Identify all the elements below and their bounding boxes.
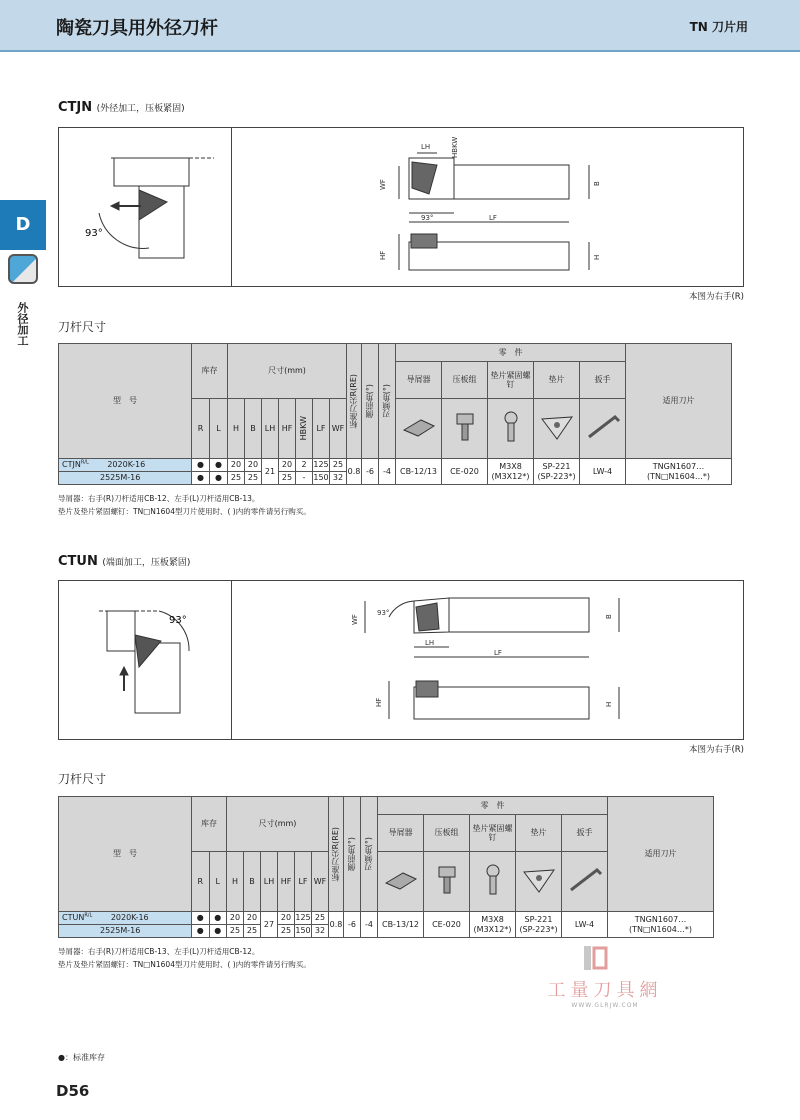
page-number: D56	[56, 1082, 90, 1100]
dim-hbkw: HBKW	[451, 136, 459, 158]
value-re: 0.8	[329, 912, 344, 938]
stock-l: ●	[209, 925, 227, 938]
value-h: 25	[228, 472, 245, 485]
shim-icon	[516, 852, 562, 912]
clamp-icon	[424, 852, 470, 912]
value-hf: 25	[278, 925, 295, 938]
ctun-notes	[58, 945, 311, 971]
header-r: R	[192, 399, 210, 459]
ctun-code: CTUN	[58, 554, 98, 569]
value-screw: M3X8 (M3X12*)	[488, 459, 534, 485]
header-size: 尺寸(mm)	[228, 344, 347, 399]
dim-b: B	[593, 181, 601, 186]
stock-r: ●	[192, 459, 210, 472]
value-lf: 125	[295, 912, 312, 925]
ctjn-spec-table	[58, 343, 732, 485]
header-model: 型 号	[59, 344, 192, 459]
dim-angle-small: 93°	[421, 214, 434, 222]
header-wrench: 扳手	[562, 815, 608, 852]
page-title: 陶瓷刀具用外径刀杆	[56, 18, 218, 39]
stock-legend: ●：标准库存	[58, 1053, 105, 1062]
stock-l: ●	[210, 459, 228, 472]
ctun-drawing	[59, 581, 745, 741]
header-stock: 库存	[192, 344, 228, 399]
value-b: 20	[245, 459, 262, 472]
header-insert: 适用刀片	[626, 344, 732, 459]
value-lf: 150	[313, 472, 330, 485]
value-insert: TNGN1607… (TN□N1604…*)	[608, 912, 714, 938]
sidebar-vertical-label: 外径加工	[16, 302, 29, 346]
value-h: 20	[228, 459, 245, 472]
value-guide: CB-13/12	[378, 912, 424, 938]
model-cell: 2525M-16	[59, 925, 192, 938]
header-dim-lh: LH	[261, 852, 278, 912]
header-shim: 垫片	[516, 815, 562, 852]
header-side-rake: 侧前角(°)	[362, 344, 379, 459]
header-dim-lh: LH	[262, 399, 279, 459]
header-screw: 垫片紧固螺钉	[470, 815, 516, 852]
value-lf: 150	[295, 925, 312, 938]
ctun-side-view	[389, 681, 619, 719]
value-shim: SP-221 (SP-223*)	[516, 912, 562, 938]
value-hbkw: 2	[296, 459, 313, 472]
header-clamp: 压板组	[442, 362, 488, 399]
value-clamp: CE-020	[424, 912, 470, 938]
header-dim-hf: HF	[279, 399, 296, 459]
dim-b: B	[605, 614, 613, 619]
header-shim: 垫片	[534, 362, 580, 399]
header-guide: 导屑器	[378, 815, 424, 852]
value-shim: SP-221 (SP-223*)	[534, 459, 580, 485]
guide-icon	[378, 852, 424, 912]
value-hf: 20	[279, 459, 296, 472]
dim-lh: LH	[425, 639, 435, 647]
model-cell: 2525M-16	[59, 472, 192, 485]
dim-lh: LH	[421, 143, 431, 151]
watermark-logo-icon	[582, 944, 608, 972]
value-clamp: CE-020	[442, 459, 488, 485]
page-header	[0, 0, 800, 52]
ctjn-side-view	[399, 234, 589, 270]
note-line: 垫片及垫片紧固螺钉：TN□N1604型刀片使用时、( )内的零件请另行购买。	[58, 960, 311, 969]
dim-hf: HF	[379, 250, 387, 260]
ctjn-right-hand-note: 本图为右手(R)	[688, 292, 744, 302]
screw-icon	[488, 399, 534, 459]
value-re: 0.8	[347, 459, 362, 485]
ctun-table-title: 刀杆尺寸	[58, 772, 107, 786]
header-l: L	[209, 852, 227, 912]
header-incl: 刃倾角(°)	[379, 344, 396, 459]
header-dim-lf: LF	[313, 399, 330, 459]
insert-type-tag: TN 刀片用	[689, 20, 748, 34]
ctjn-workpiece-schematic	[99, 158, 214, 258]
stock-l: ●	[210, 472, 228, 485]
watermark-url: WWW.GLRJW.COM	[571, 1002, 639, 1009]
ctun-right-hand-note: 本图为右手(R)	[688, 745, 744, 755]
header-dim-hbkw: HBKW	[296, 399, 313, 459]
value-wrench: LW-4	[580, 459, 626, 485]
value-hbkw: -	[296, 472, 313, 485]
shim-icon	[534, 399, 580, 459]
value-guide: CB-12/13	[396, 459, 442, 485]
value-wf: 32	[312, 925, 329, 938]
value-lh: 21	[262, 459, 279, 485]
note-line: 导屑器：右手(R)刀杆适用CB-13、左手(L)刀杆适用CB-12。	[58, 947, 260, 956]
note-line: 导屑器：右手(R)刀杆适用CB-12、左手(L)刀杆适用CB-13。	[58, 494, 260, 503]
dim-lf: LF	[494, 649, 502, 657]
header-stock: 库存	[192, 797, 227, 852]
value-insert: TNGN1607… (TN□N1604…*)	[626, 459, 732, 485]
ctun-top-view	[365, 598, 619, 657]
header-dim-hf: HF	[278, 852, 295, 912]
header-screw: 垫片紧固螺钉	[488, 362, 534, 399]
header-dim-lf: LF	[295, 852, 312, 912]
ctun-spec-table	[58, 796, 714, 938]
value-wrench: LW-4	[562, 912, 608, 938]
ctjn-description: (外径加工，压板紧固)	[96, 104, 185, 114]
value-h: 25	[227, 925, 244, 938]
stock-r: ●	[192, 912, 210, 925]
value-incl: -4	[361, 912, 378, 938]
dim-h: H	[605, 701, 613, 707]
value-h: 20	[227, 912, 244, 925]
ctjn-table-title: 刀杆尺寸	[58, 320, 107, 334]
value-b: 25	[245, 472, 262, 485]
ctun-section-title	[58, 554, 190, 569]
value-lf: 125	[313, 459, 330, 472]
model-cell: $CTJN^{R/L}$ 2020K-16	[59, 459, 192, 472]
watermark-text: 工量刀具網	[547, 980, 663, 1001]
dim-lf: LF	[489, 214, 497, 222]
header-l: L	[210, 399, 228, 459]
table-row	[59, 459, 732, 472]
section-tab-d[interactable]: D	[0, 200, 46, 250]
header-dim-h: H	[228, 399, 245, 459]
note-line: 垫片及垫片紧固螺钉：TN□N1604型刀片使用时、( )内的零件请另行购买。	[58, 507, 311, 516]
value-b: 25	[244, 925, 261, 938]
value-wf: 25	[312, 912, 329, 925]
ctjn-angle-label: 93°	[85, 228, 103, 239]
header-dim-h: H	[227, 852, 244, 912]
ctjn-figure	[58, 127, 744, 287]
header-re: 标准刀尖R(RE)	[347, 344, 362, 459]
dim-wf: WF	[379, 179, 387, 190]
wrench-icon	[562, 852, 608, 912]
dim-h: H	[593, 254, 601, 260]
header-dim-wf: WF	[312, 852, 329, 912]
header-model: 型 号	[59, 797, 192, 912]
header-dim-b: B	[245, 399, 262, 459]
header-size: 尺寸(mm)	[227, 797, 329, 852]
header-insert: 适用刀片	[608, 797, 714, 912]
header-r: R	[192, 852, 210, 912]
dim-hf: HF	[375, 697, 383, 707]
external-turning-icon	[8, 254, 38, 284]
wrench-icon	[580, 399, 626, 459]
header-wrench: 扳手	[580, 362, 626, 399]
value-b: 20	[244, 912, 261, 925]
header-clamp: 压板组	[424, 815, 470, 852]
stock-l: ●	[209, 912, 227, 925]
watermark	[530, 976, 680, 1009]
value-wf: 25	[330, 459, 347, 472]
ctjn-top-view	[399, 153, 589, 222]
header-parts: 零 件	[378, 797, 608, 815]
ctun-description: (端面加工，压板紧固)	[102, 558, 191, 568]
ctjn-section-title	[58, 100, 185, 115]
table-row	[59, 912, 714, 925]
stock-r: ●	[192, 925, 210, 938]
header-parts: 零 件	[396, 344, 626, 362]
stock-r: ●	[192, 472, 210, 485]
value-screw: M3X8 (M3X12*)	[470, 912, 516, 938]
value-lh: 27	[261, 912, 278, 938]
guide-icon	[396, 399, 442, 459]
value-incl: -4	[379, 459, 396, 485]
clamp-icon	[442, 399, 488, 459]
header-dim-wf: WF	[330, 399, 347, 459]
dim-angle-small: 93°	[377, 609, 390, 617]
value-side: -6	[362, 459, 379, 485]
header-side-rake: 侧前角(°)	[344, 797, 361, 912]
ctun-angle-label: 93°	[169, 615, 187, 626]
ctun-workpiece-schematic	[99, 611, 189, 713]
value-hf: 20	[278, 912, 295, 925]
ctjn-code: CTJN	[58, 100, 93, 115]
dim-wf: WF	[351, 614, 359, 625]
ctun-figure	[58, 580, 744, 740]
header-dim-b: B	[244, 852, 261, 912]
value-side: -6	[344, 912, 361, 938]
value-wf: 32	[330, 472, 347, 485]
ctjn-notes	[58, 492, 311, 518]
value-hf: 25	[279, 472, 296, 485]
ctjn-drawing	[59, 128, 745, 288]
header-guide: 导屑器	[396, 362, 442, 399]
screw-icon	[470, 852, 516, 912]
header-re: 标准刀尖R(RE)	[329, 797, 344, 912]
model-cell: $CTUN^{R/L}$ 2020K-16	[59, 912, 192, 925]
header-incl: 刃倾角(°)	[361, 797, 378, 912]
